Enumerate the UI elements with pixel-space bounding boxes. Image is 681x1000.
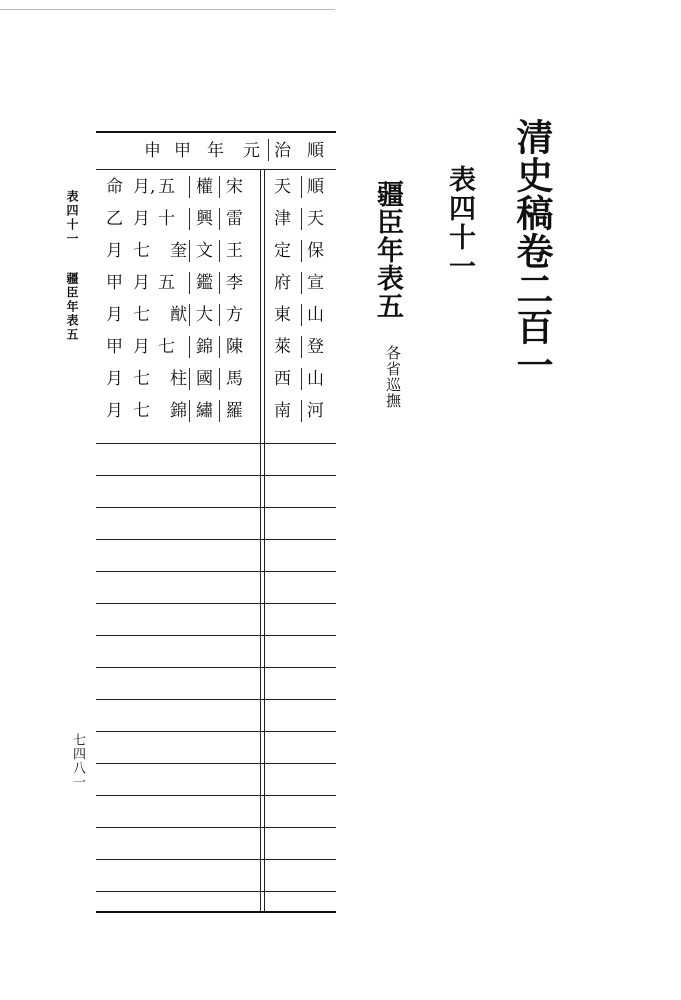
row-rule: [96, 443, 336, 444]
table-row: [96, 331, 336, 363]
table-row: [96, 299, 336, 331]
governor-char: 馬: [226, 369, 243, 389]
governor-char: 奎: [170, 241, 187, 261]
governor-char: 宋: [226, 177, 243, 197]
governor-char: 錦: [196, 337, 213, 357]
governor-char: 方: [226, 305, 243, 325]
table-row: [96, 267, 336, 299]
date-char: 甲: [106, 337, 123, 357]
governor-char: 文: [196, 241, 213, 261]
book-title: 清史稿卷二百一: [510, 118, 554, 384]
row-rule: [96, 603, 336, 604]
row-rule: [96, 571, 336, 572]
date-char: 七: [133, 305, 150, 325]
table-title: 疆臣年表五: [372, 180, 403, 320]
name-separator: [189, 336, 190, 358]
date-char: 月: [106, 401, 123, 421]
province-separator: [301, 240, 302, 262]
punctuation: ,: [150, 177, 156, 197]
table-row: [96, 395, 336, 427]
row-rule: [96, 859, 336, 860]
row-rule: [96, 507, 336, 508]
row-rule: [96, 827, 336, 828]
name-separator: [219, 272, 220, 294]
header-char: 治: [274, 141, 291, 161]
name-separator: [219, 336, 220, 358]
table-row: [96, 171, 336, 203]
province-separator: [301, 176, 302, 198]
name-separator: [219, 368, 220, 390]
running-head: [64, 190, 81, 342]
table-row: [96, 363, 336, 395]
header-char: 甲: [174, 141, 191, 161]
date-char: 命: [106, 177, 123, 197]
date-char: 五: [158, 273, 175, 293]
province-char: 保: [307, 241, 324, 261]
date-char: 七: [158, 337, 175, 357]
province-char: 登: [307, 337, 324, 357]
name-separator: [189, 304, 190, 326]
name-separator: [219, 208, 220, 230]
province-separator: [301, 368, 302, 390]
date-char: 月: [133, 177, 150, 197]
table-row: [96, 203, 336, 235]
row-rule: [96, 475, 336, 476]
governor-char: 繡: [196, 401, 213, 421]
province-char: 山: [307, 369, 324, 389]
governor-char: 興: [196, 209, 213, 229]
governor-char: 錦: [170, 401, 187, 421]
name-separator: [189, 208, 190, 230]
name-separator: [189, 240, 190, 262]
governor-char: 鑑: [196, 273, 213, 293]
row-rule: [96, 635, 336, 636]
name-separator: [189, 272, 190, 294]
row-rule: [96, 699, 336, 700]
row-rule: [96, 763, 336, 764]
governor-table: [96, 131, 336, 913]
date-char: 七: [133, 369, 150, 389]
governor-char: 權: [196, 177, 213, 197]
row-rule: [96, 731, 336, 732]
province-separator: [301, 304, 302, 326]
table-top-rule: [96, 131, 336, 133]
scan-edge-line: [0, 9, 335, 10]
province-char: 河: [307, 401, 324, 421]
date-char: 月: [106, 241, 123, 261]
date-char: 七: [133, 401, 150, 421]
date-char: 五: [158, 177, 175, 197]
page-number: 七四八一: [70, 733, 85, 789]
governor-char: 雷: [226, 209, 243, 229]
scope-note: 各省巡撫: [384, 345, 402, 409]
province-separator: [301, 336, 302, 358]
chapter-title: 表四十一: [444, 165, 475, 281]
header-char: 元: [243, 141, 260, 161]
running-head-table: 疆臣年表五: [65, 272, 79, 342]
header-char: 年: [207, 141, 224, 161]
table-row: [96, 235, 336, 267]
province-char: 天: [307, 209, 324, 229]
running-head-chapter: 表四十一: [65, 190, 79, 246]
province-separator: [301, 272, 302, 294]
header-char: 申: [144, 141, 161, 161]
governor-char: 李: [226, 273, 243, 293]
province-char: 南: [274, 401, 291, 421]
row-rule: [96, 667, 336, 668]
name-separator: [189, 176, 190, 198]
province-char: 山: [307, 305, 324, 325]
table-bottom-rule: [96, 911, 336, 913]
row-rule: [96, 795, 336, 796]
name-separator: [189, 368, 190, 390]
province-char: 津: [274, 209, 291, 229]
province-char: 定: [274, 241, 291, 261]
province-char: 萊: [274, 337, 291, 357]
date-char: 月: [106, 305, 123, 325]
date-char: 七: [133, 241, 150, 261]
province-char: 西: [274, 369, 291, 389]
date-char: 甲: [106, 273, 123, 293]
governor-char: 猷: [170, 305, 187, 325]
header-separator: [268, 139, 269, 161]
date-char: 月: [133, 209, 150, 229]
table-header: [96, 139, 336, 163]
name-separator: [219, 176, 220, 198]
province-char: 順: [307, 177, 324, 197]
province-char: 宣: [307, 273, 324, 293]
governor-char: 柱: [170, 369, 187, 389]
province-separator: [301, 400, 302, 422]
governor-char: 國: [196, 369, 213, 389]
province-char: 天: [274, 177, 291, 197]
date-char: 十: [158, 209, 175, 229]
governor-char: 羅: [226, 401, 243, 421]
name-separator: [219, 304, 220, 326]
date-char: 月: [133, 273, 150, 293]
name-separator: [189, 400, 190, 422]
header-rule: [96, 169, 336, 170]
row-rule: [96, 891, 336, 892]
name-separator: [219, 400, 220, 422]
date-char: 月: [133, 337, 150, 357]
province-char: 東: [274, 305, 291, 325]
governor-char: 大: [196, 305, 213, 325]
name-separator: [219, 240, 220, 262]
date-char: 乙: [106, 209, 123, 229]
province-separator: [301, 208, 302, 230]
governor-char: 陳: [226, 337, 243, 357]
header-char: 順: [307, 141, 324, 161]
province-char: 府: [274, 273, 291, 293]
row-rule: [96, 539, 336, 540]
date-char: 月: [106, 369, 123, 389]
governor-char: 王: [226, 241, 243, 261]
